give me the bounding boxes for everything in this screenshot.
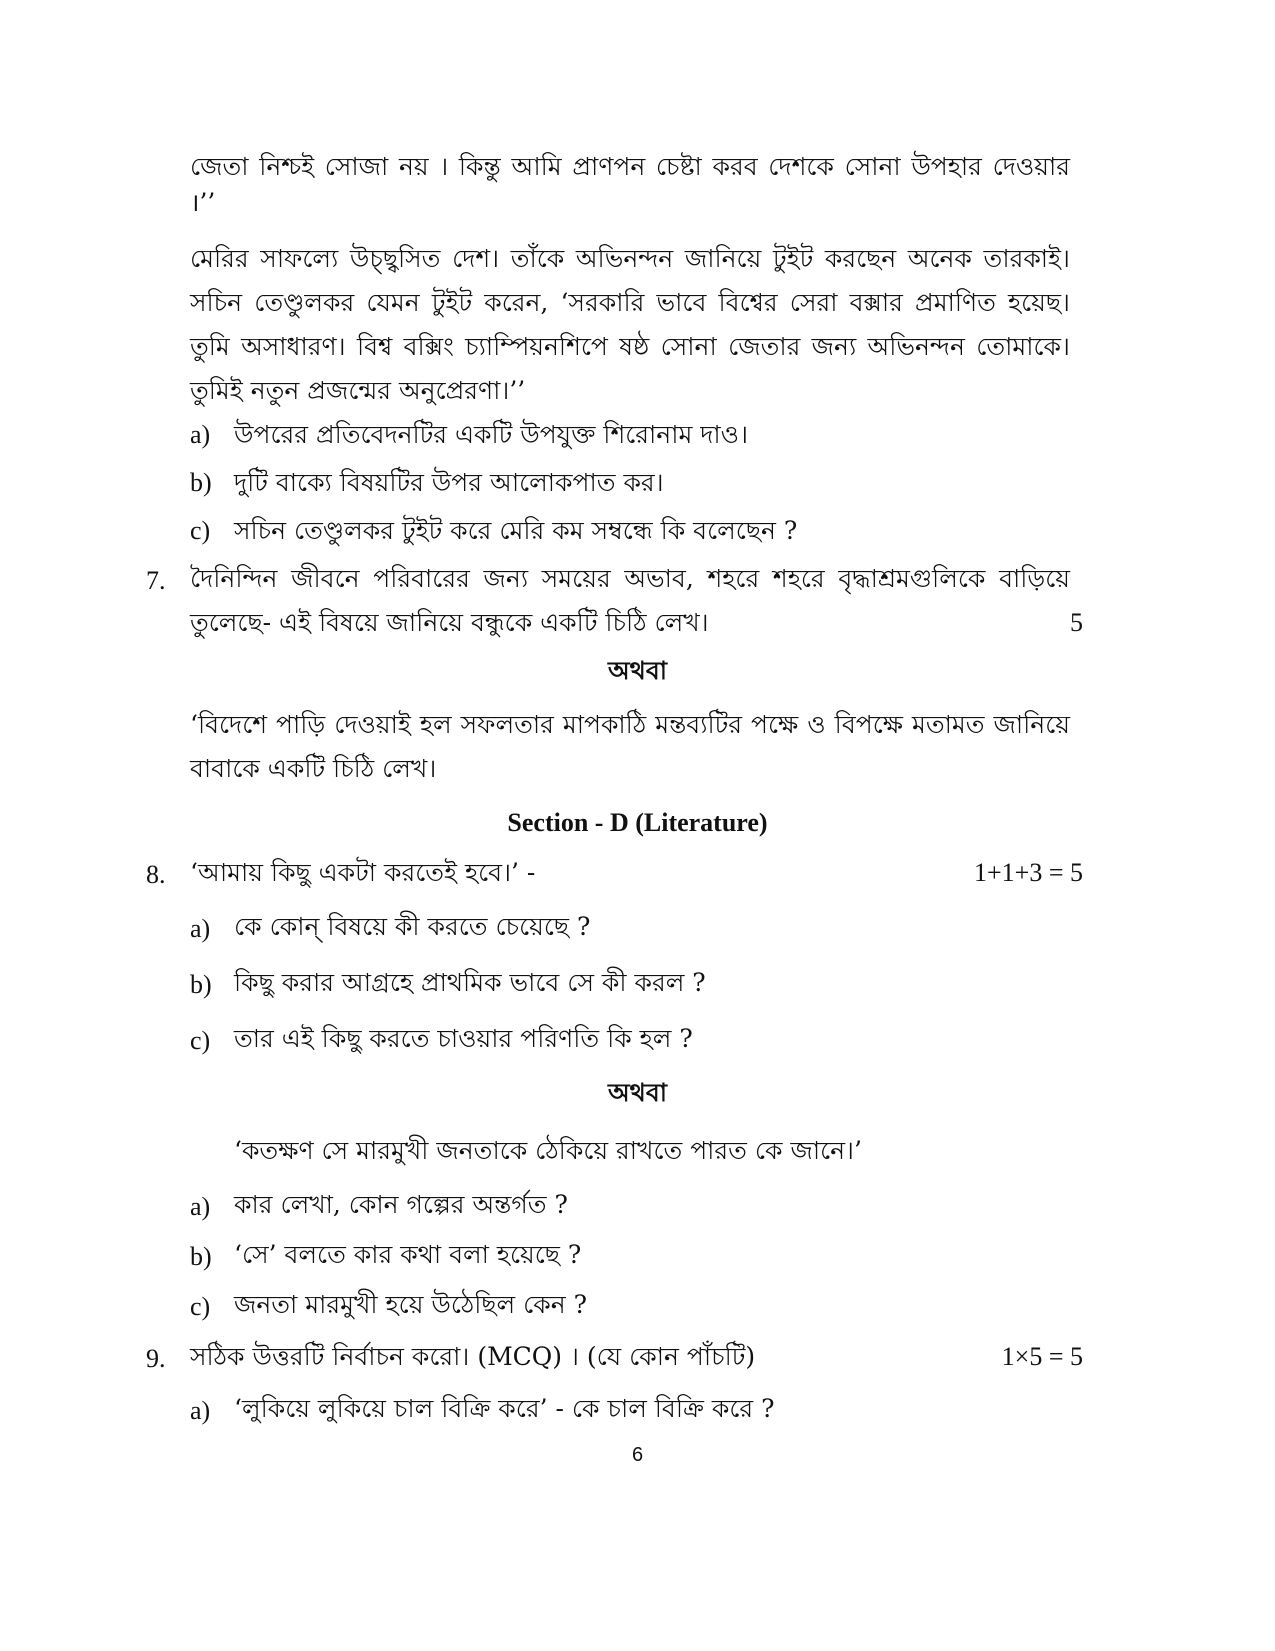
option-text: জনতা মারমুখী হয়ে উঠেছিল কেন ? [234,1290,588,1319]
question-number: 9. [146,1344,166,1373]
option-text: ‘সে’ বলতে কার কথা বলা হয়েছে ? [234,1240,582,1269]
option-label: b) [190,1242,212,1271]
option-label: c) [190,1292,211,1321]
option-label: a) [190,420,211,449]
or-heading: অথবা [607,1078,667,1107]
option-label: a) [190,914,211,943]
question-text: দৈনিন্দিন জীবনে পরিবারের জন্য সময়ের অভাব, শহরে শহরে বৃদ্ধাশ্রমগুলিকে বাড়িয়ে [190,564,1070,593]
option-text: তার এই কিছু করতে চাওয়ার পরিণতি কি হল ? [234,1024,693,1053]
option-text: কার লেখা, কোন গল্পের অন্তর্গত ? [234,1190,568,1219]
passage-line: মেরির সাফল্যে উচ্ছ্বসিত দেশ। তাঁকে অভিনন্দন জানিয়ে টুইট করছেন অনেক তারকাই। [190,244,1070,273]
passage-line: জেতা নিশ্চই সোজা নয় । কিন্তু আমি প্রাণপন চেষ্টা করব দেশকে সোনা উপহার দেওয়ার [190,152,1070,181]
question-number: 7. [146,566,166,595]
option-label: c) [190,516,211,545]
section-title: Section - D (Literature) [507,808,768,837]
option-label: b) [190,970,212,999]
passage-line: তুমিই নতুন প্রজন্মের অনুপ্রেরণা।’’ [190,376,526,405]
page-number: 6 [631,1444,644,1466]
question-quote: ‘কতক্ষণ সে মারমুখী জনতাকে ঠেকিয়ে রাখতে পারত কে জানে।’ [234,1136,862,1165]
option-label: c) [190,1026,211,1055]
option-label: b) [190,468,212,497]
question-text: বাবাকে একটি চিঠি লেখ। [190,754,437,783]
question-marks: 1+1+3 = 5 [974,858,1083,887]
option-label: a) [190,1192,211,1221]
option-text: কে কোন্ বিষয়ে কী করতে চেয়েছে ? [234,912,591,941]
question-marks: 5 [1070,608,1083,637]
option-text: ‘লুকিয়ে লুকিয়ে চাল বিক্রি করে’ - কে চাল বিক্রি করে ? [234,1394,775,1423]
option-text: দুটি বাক্যে বিষয়টির উপর আলোকপাত কর। [234,468,664,497]
question-text: তুলেছে- এই বিষয়ে জানিয়ে বন্ধুকে একটি চিঠি লেখ। [190,608,709,637]
question-number: 8. [146,860,166,889]
option-text: কিছু করার আগ্রহে প্রাথমিক ভাবে সে কী করল ? [234,968,706,997]
passage-line: ।’’ [190,188,216,217]
or-heading: অথবা [607,656,667,685]
question-marks: 1×5 = 5 [1001,1342,1083,1371]
passage-line: সচিন তেণ্ডুলকর যেমন টুইট করেন, ‘সরকারি ভাবে বিশ্বের সেরা বক্সার প্রমাণিত হয়েছ। [190,288,1070,317]
question-quote: ‘আমায় কিছু একটা করতেই হবে।’ - [190,858,536,887]
passage-line: তুমি অসাধারণ। বিশ্ব বক্সিং চ্যাম্পিয়নশিপে ষষ্ঠ সোনা জেতার জন্য অভিনন্দন তোমাকে। [190,332,1070,361]
option-text: উপরের প্রতিবেদনটির একটি উপযুক্ত শিরোনাম দাও। [234,420,749,449]
question-text: ‘বিদেশে পাড়ি দেওয়াই হল সফলতার মাপকাঠি মন্তব্যটির পক্ষে ও বিপক্ষে মতামত জানিয়ে [190,710,1070,739]
option-text: সচিন তেণ্ডুলকর টুইট করে মেরি কম সম্বন্ধে কি বলেছেন ? [234,516,798,545]
question-text: সঠিক উত্তরটি নির্বাচন করো। (MCQ) । (যে কোন পাঁচটি) [190,1342,756,1371]
option-label: a) [190,1396,211,1425]
